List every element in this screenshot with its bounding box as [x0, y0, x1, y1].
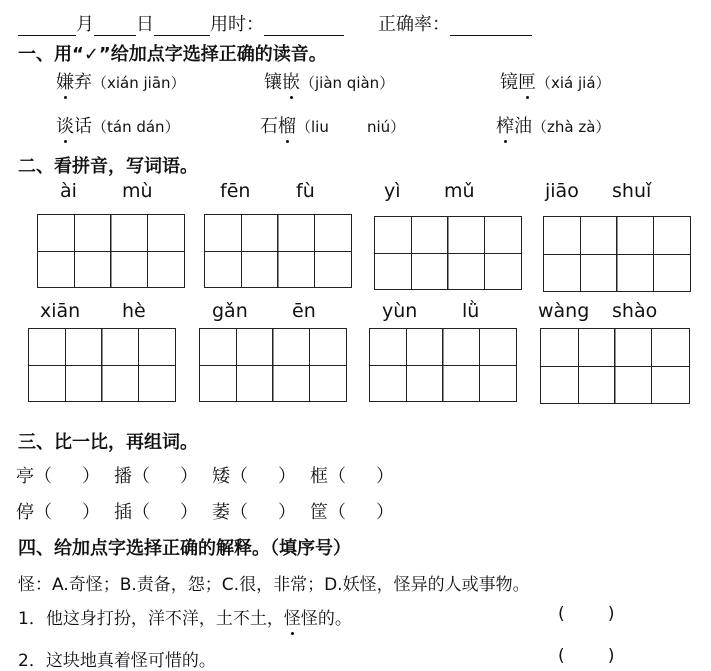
paren: ）: [82, 502, 100, 523]
char: 播: [114, 466, 132, 487]
section-4-title: 四、给加点字选择正确的解释。（填序号）: [18, 538, 351, 559]
pinyin-options[interactable]: （xiá jiá）: [536, 74, 611, 92]
char: 萎: [212, 502, 230, 523]
paren: （: [132, 502, 150, 523]
char: 弃: [74, 72, 92, 93]
section-2-title: 二、看拼音，写词语。: [18, 156, 198, 177]
paren: ）: [82, 466, 100, 487]
paren: ）: [376, 466, 394, 487]
pinyin-options[interactable]: （tán dán）: [92, 118, 180, 136]
time-blank[interactable]: [264, 17, 344, 36]
pinyin-2a: fēn: [220, 180, 251, 202]
paren: （: [230, 466, 248, 487]
char: 框: [310, 466, 328, 487]
char: 停: [16, 502, 34, 523]
dotted-char: 榴: [278, 116, 296, 137]
char: 镶: [264, 72, 282, 93]
pinyin-5a: xiān: [40, 300, 81, 322]
paren: ）: [180, 466, 198, 487]
pinyin-3b: mǔ: [444, 180, 475, 202]
pinyin-7b: lǜ: [462, 300, 480, 322]
paren: ）: [180, 502, 198, 523]
dotted-char: 嫌: [56, 72, 74, 93]
dotted-char: 谈: [56, 116, 74, 137]
dotted-char: 嵌: [282, 72, 300, 93]
s1-item-1: [56, 68, 186, 94]
char: 插: [114, 502, 132, 523]
pinyin-7a: yùn: [382, 300, 418, 322]
writing-grid[interactable]: [543, 216, 691, 292]
char: 亭: [16, 466, 34, 487]
char: 石: [260, 116, 278, 137]
compare-row-2: [16, 498, 394, 524]
header-line: [18, 10, 532, 36]
paren: （: [230, 502, 248, 523]
dotted-char: 怪: [283, 609, 301, 629]
pinyin-8a: wàng: [538, 300, 590, 322]
section-3-title: 三、比一比，再组词。: [18, 432, 198, 453]
day-label: 日: [136, 14, 154, 35]
pinyin-4a: jiāo: [545, 180, 579, 202]
answer-paren-2[interactable]: ( ): [558, 646, 615, 666]
s1-item-3: [500, 68, 611, 94]
section-1-title: 一、用“✓”给加点字选择正确的读音。: [18, 44, 327, 65]
pinyin-options[interactable]: （liu niú）: [296, 118, 406, 136]
writing-grid[interactable]: [37, 214, 185, 288]
char: 油: [514, 116, 532, 137]
pinyin-1a: ài: [60, 180, 77, 202]
writing-grid[interactable]: [374, 216, 522, 290]
pinyin-6b: ēn: [292, 300, 316, 322]
pinyin-2b: fù: [296, 180, 315, 202]
answer-paren-1[interactable]: ( ): [558, 604, 615, 624]
time-label: 用时：: [210, 14, 264, 35]
pinyin-1b: mù: [122, 180, 153, 202]
paren: ）: [278, 502, 296, 523]
paren: ）: [278, 466, 296, 487]
writing-grid[interactable]: [199, 328, 347, 402]
pinyin-4b: shuǐ: [612, 180, 652, 202]
paren: （: [34, 466, 52, 487]
dotted-char: 匣: [518, 72, 536, 93]
accuracy-label: 正确率：: [378, 14, 450, 35]
writing-grid[interactable]: [28, 328, 176, 402]
question-1: [18, 604, 352, 629]
char: 话: [74, 116, 92, 137]
pinyin-8b: shào: [612, 300, 658, 322]
char: 镜: [500, 72, 518, 93]
paren: （: [34, 502, 52, 523]
paren: ）: [376, 502, 394, 523]
time-gap-blank[interactable]: [154, 17, 210, 36]
month-blank[interactable]: [18, 17, 76, 36]
writing-grid[interactable]: [204, 214, 352, 288]
pinyin-options[interactable]: （jiàn qiàn）: [300, 74, 395, 92]
month-label: 月: [76, 14, 94, 35]
question-text: 怪的。: [300, 609, 352, 629]
char: 筐: [310, 502, 328, 523]
paren: （: [328, 502, 346, 523]
day-blank[interactable]: [94, 17, 136, 36]
pinyin-3a: yì: [384, 180, 401, 202]
paren: （: [132, 466, 150, 487]
s1-item-5: [260, 112, 405, 138]
pinyin-options[interactable]: （xián jiān）: [92, 74, 186, 92]
pinyin-6a: gǎn: [212, 300, 248, 322]
writing-grid[interactable]: [369, 328, 517, 402]
s1-item-2: [264, 68, 394, 94]
char: 矮: [212, 466, 230, 487]
dotted-char: 榨: [496, 116, 514, 137]
writing-grid[interactable]: [540, 328, 690, 404]
definition-line: 怪：A.奇怪；B.责备，怨；C.很，非常；D.妖怪，怪异的人或事物。: [18, 575, 530, 595]
pinyin-5b: hè: [122, 300, 146, 322]
s1-item-6: [496, 112, 610, 138]
compare-row-1: [16, 462, 394, 488]
paren: （: [328, 466, 346, 487]
accuracy-blank[interactable]: [450, 17, 532, 36]
question-2: 2．这块地真着怪可惜的。: [18, 651, 216, 671]
question-text: 1．他这身打扮，洋不洋，土不土，: [18, 609, 284, 629]
pinyin-options[interactable]: （zhà zà）: [532, 118, 611, 136]
s1-item-4: [56, 112, 180, 138]
